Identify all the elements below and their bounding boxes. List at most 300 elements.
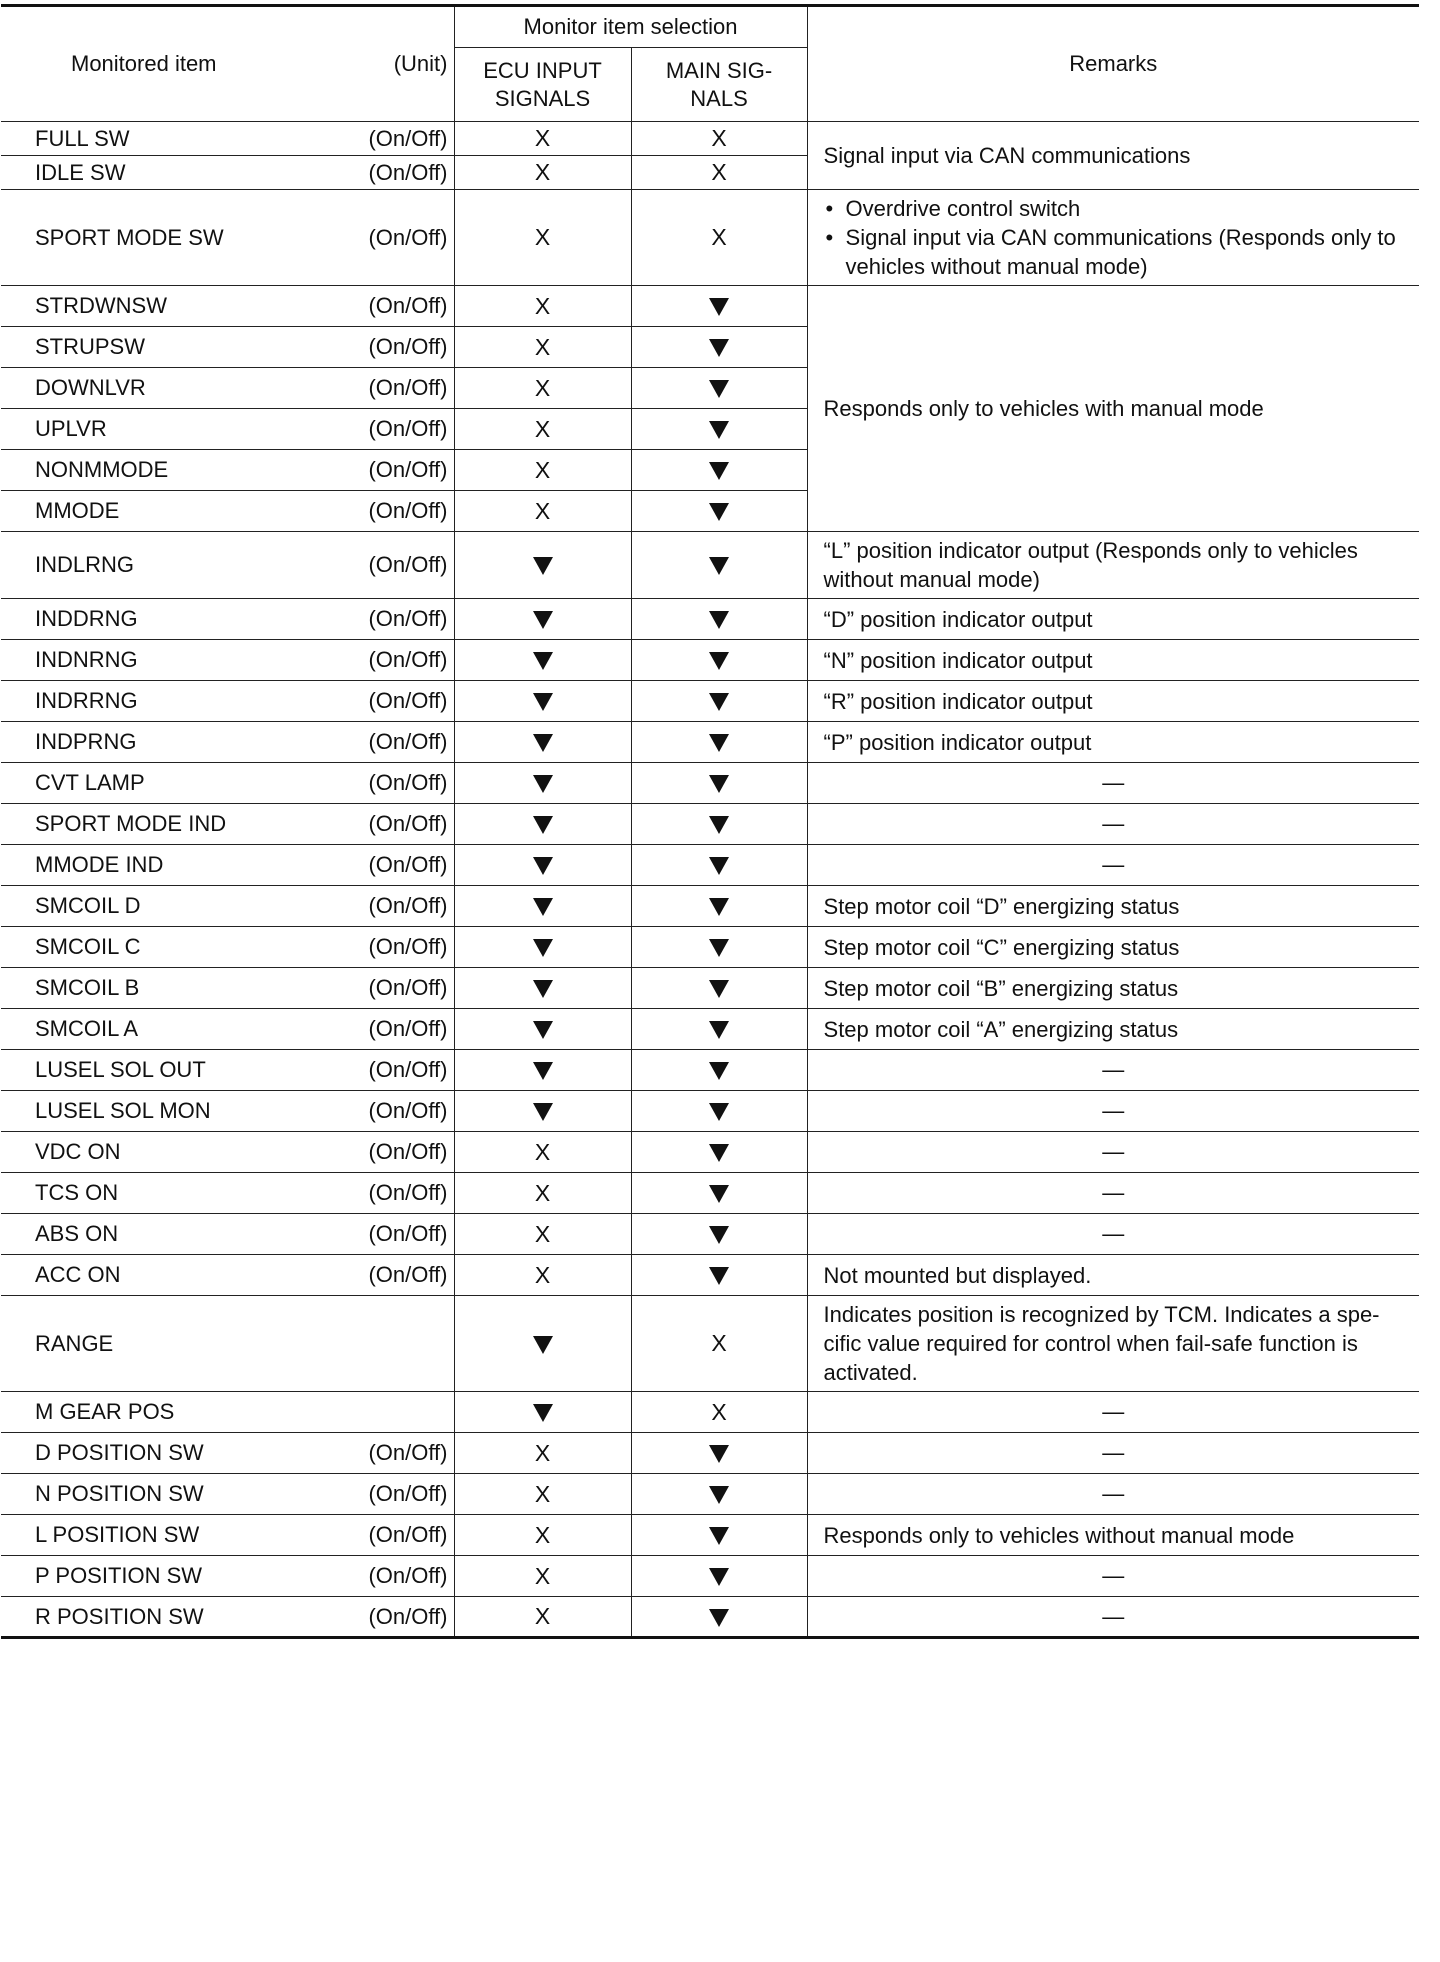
selection-cell (631, 1132, 807, 1173)
monitored-item-cell (1, 886, 454, 927)
monitored-item-cell (1, 1597, 454, 1638)
triangle-down-icon (709, 652, 729, 670)
remarks-cell: Responds only to vehicles with manual mode (807, 286, 1419, 532)
selection-cell (454, 368, 631, 409)
x-mark: X (711, 1398, 727, 1425)
monitored-item-cell (1, 1474, 454, 1515)
monitored-item-cell (1, 368, 454, 409)
selection-cell (631, 327, 807, 368)
item-name: ABS ON (35, 1221, 119, 1246)
item-name: IDLE SW (35, 159, 126, 185)
item-unit: (On/Off) (368, 552, 448, 577)
table-row (1, 927, 1419, 968)
selection-cell (454, 1474, 631, 1515)
remarks-cell: “R” position indicator output (807, 681, 1419, 722)
x-mark: X (534, 125, 551, 151)
monitored-item-cell (1, 1433, 454, 1474)
item-name: SPORT MODE SW (35, 224, 224, 250)
selection-cell (631, 1556, 807, 1597)
triangle-down-icon (709, 857, 729, 875)
table-row (1, 286, 1419, 327)
triangle-down-icon (533, 652, 553, 670)
table-row (1, 1255, 1419, 1296)
remarks-dash: — (807, 763, 1419, 804)
item-name: RANGE (35, 1330, 114, 1356)
x-mark: X (534, 374, 551, 401)
monitored-item-cell (1, 1392, 454, 1433)
monitored-item-cell (1, 968, 454, 1009)
item-unit: (On/Off) (368, 159, 448, 185)
item-name: MMODE IND (35, 852, 164, 877)
item-unit: (On/Off) (368, 1440, 448, 1465)
selection-cell (631, 722, 807, 763)
x-mark: X (534, 1439, 551, 1466)
header-main-line2: NALS (690, 85, 748, 111)
selection-cell (454, 1556, 631, 1597)
table-row (1, 532, 1419, 599)
selection-cell (631, 927, 807, 968)
selection-cell (454, 640, 631, 681)
triangle-down-icon (533, 693, 553, 711)
selection-cell (631, 1091, 807, 1132)
item-name: FULL SW (35, 125, 130, 151)
triangle-down-icon (709, 1144, 729, 1162)
triangle-down-icon (709, 462, 729, 480)
item-name: SMCOIL D (35, 893, 141, 918)
monitored-item-cell (1, 491, 454, 532)
table-row (1, 599, 1419, 640)
triangle-down-icon (709, 1486, 729, 1504)
header-main-line1: MAIN SIG- (665, 57, 773, 83)
remarks-cell: Signal input via CAN communications (807, 122, 1419, 190)
item-unit: (On/Off) (368, 688, 448, 713)
item-name: M GEAR POS (35, 1399, 175, 1424)
selection-cell (454, 1515, 631, 1556)
monitored-item-cell (1, 681, 454, 722)
item-name: SMCOIL C (35, 934, 141, 959)
monitored-item-cell (1, 409, 454, 450)
triangle-down-icon (709, 421, 729, 439)
triangle-down-icon (709, 898, 729, 916)
table-row (1, 804, 1419, 845)
triangle-down-icon (709, 1568, 729, 1586)
remarks-cell (807, 190, 1419, 286)
selection-cell (454, 1597, 631, 1638)
item-unit: (On/Off) (368, 334, 448, 359)
selection-cell (454, 532, 631, 599)
selection-cell (631, 599, 807, 640)
item-unit: (On/Off) (368, 498, 448, 523)
item-name: INDPRNG (35, 729, 137, 754)
table-row (1, 1009, 1419, 1050)
monitored-item-cell (1, 450, 454, 491)
remarks-cell: “P” position indicator output (807, 722, 1419, 763)
item-unit: (On/Off) (368, 811, 448, 836)
selection-cell (631, 968, 807, 1009)
x-mark: X (534, 224, 551, 250)
selection-cell (631, 368, 807, 409)
item-unit: (On/Off) (368, 224, 448, 250)
selection-cell (631, 1173, 807, 1214)
triangle-down-icon (533, 980, 553, 998)
item-unit: (On/Off) (368, 375, 448, 400)
remarks-dash: — (807, 1392, 1419, 1433)
triangle-down-icon (709, 1103, 729, 1121)
remarks-dash: — (807, 1173, 1419, 1214)
x-mark: X (534, 497, 551, 524)
header-unit-label: (Unit) (393, 51, 448, 76)
remarks-cell: Indicates position is recognized by TCM. Indicates a spe-cific value required for control when fail-safe function is activated. (807, 1296, 1419, 1392)
selection-cell (631, 532, 807, 599)
remarks-cell: “N” position indicator output (807, 640, 1419, 681)
monitored-item-cell (1, 599, 454, 640)
selection-cell (631, 845, 807, 886)
selection-cell (631, 804, 807, 845)
triangle-down-icon (533, 1103, 553, 1121)
triangle-down-icon (709, 980, 729, 998)
item-unit: (On/Off) (368, 1262, 448, 1287)
monitored-item-cell (1, 722, 454, 763)
x-mark: X (711, 159, 727, 185)
selection-cell (454, 599, 631, 640)
selection-cell (454, 286, 631, 327)
item-unit: (On/Off) (368, 1016, 448, 1041)
item-name: L POSITION SW (35, 1522, 200, 1547)
triangle-down-icon (533, 1336, 553, 1354)
monitored-item-cell (1, 190, 454, 286)
monitored-item-cell (1, 1556, 454, 1597)
selection-cell (454, 886, 631, 927)
header-ecu-line1: ECU INPUT (483, 57, 602, 83)
remarks-bullet-item: • Signal input via CAN communications (Responds only to vehicles without manual mode) (846, 223, 1410, 281)
remarks-cell: “L” position indicator output (Responds only to vehicles without manual mode) (807, 532, 1419, 599)
selection-cell (454, 681, 631, 722)
selection-cell (631, 1515, 807, 1556)
selection-cell (631, 1474, 807, 1515)
selection-cell (454, 1392, 631, 1433)
monitored-item-cell (1, 327, 454, 368)
selection-cell (454, 927, 631, 968)
item-name: MMODE (35, 498, 120, 523)
selection-cell (631, 122, 807, 156)
table-row (1, 968, 1419, 1009)
table-row (1, 122, 1419, 156)
remarks-dash: — (807, 1050, 1419, 1091)
x-mark: X (534, 1480, 551, 1507)
selection-cell (631, 1255, 807, 1296)
remarks-cell: Not mounted but displayed. (807, 1255, 1419, 1296)
triangle-down-icon (709, 339, 729, 357)
item-name: INDDRNG (35, 606, 138, 631)
remarks-dash: — (807, 1433, 1419, 1474)
remarks-bullet-item: • Overdrive control switch (846, 194, 1410, 223)
monitored-item-cell (1, 1296, 454, 1392)
selection-cell (631, 286, 807, 327)
header-ecu-input-signals (454, 48, 631, 122)
selection-cell (454, 763, 631, 804)
remarks-cell: Step motor coil “C” energizing status (807, 927, 1419, 968)
remarks-cell: Responds only to vehicles without manual mode (807, 1515, 1419, 1556)
selection-cell (454, 1214, 631, 1255)
table-row (1, 1132, 1419, 1173)
x-mark: X (534, 1603, 551, 1629)
item-name: STRDWNSW (35, 293, 167, 318)
table-row (1, 1296, 1419, 1392)
selection-cell (454, 1009, 631, 1050)
item-name: VDC ON (35, 1139, 121, 1164)
triangle-down-icon (709, 693, 729, 711)
triangle-down-icon (709, 1527, 729, 1545)
monitored-item-cell (1, 640, 454, 681)
header-monitor-item-selection: Monitor item selection (454, 6, 807, 48)
header-remarks: Remarks (807, 6, 1419, 122)
item-name: CVT LAMP (35, 770, 145, 795)
monitored-item-cell (1, 845, 454, 886)
selection-cell (631, 409, 807, 450)
triangle-down-icon (709, 1021, 729, 1039)
item-unit: (On/Off) (368, 1522, 448, 1547)
item-name: D POSITION SW (35, 1440, 204, 1465)
table-row (1, 722, 1419, 763)
triangle-down-icon (533, 1021, 553, 1039)
item-unit: (On/Off) (368, 1180, 448, 1205)
selection-cell (454, 722, 631, 763)
item-unit: (On/Off) (368, 852, 448, 877)
x-mark: X (534, 1179, 551, 1206)
selection-cell (454, 1433, 631, 1474)
triangle-down-icon (709, 775, 729, 793)
triangle-down-icon (533, 1404, 553, 1422)
selection-cell (631, 1597, 807, 1638)
triangle-down-icon (533, 557, 553, 575)
remarks-dash: — (807, 1474, 1419, 1515)
triangle-down-icon (709, 1609, 729, 1627)
remarks-cell: Step motor coil “B” energizing status (807, 968, 1419, 1009)
x-mark: X (534, 1521, 551, 1548)
table-row (1, 886, 1419, 927)
selection-cell (454, 491, 631, 532)
table-row (1, 763, 1419, 804)
table-row (1, 681, 1419, 722)
selection-cell (631, 1296, 807, 1392)
remarks-dash: — (807, 1132, 1419, 1173)
selection-cell (454, 409, 631, 450)
selection-cell (631, 681, 807, 722)
monitored-item-cell (1, 1515, 454, 1556)
item-unit: (On/Off) (368, 893, 448, 918)
table-row (1, 845, 1419, 886)
item-name: INDLRNG (35, 552, 135, 577)
item-unit: (On/Off) (368, 457, 448, 482)
selection-cell (454, 450, 631, 491)
x-mark: X (534, 159, 551, 185)
x-mark: X (534, 1220, 551, 1247)
triangle-down-icon (709, 1267, 729, 1285)
item-name: INDRRNG (35, 688, 138, 713)
item-name: DOWNLVR (35, 375, 146, 400)
remarks-dash: — (807, 1214, 1419, 1255)
selection-cell (631, 1392, 807, 1433)
item-name: NONMMODE (35, 457, 169, 482)
monitored-item-cell (1, 1050, 454, 1091)
item-unit: (On/Off) (368, 125, 448, 151)
monitored-item-cell (1, 927, 454, 968)
remarks-cell: Step motor coil “A” energizing status (807, 1009, 1419, 1050)
item-name: STRUPSW (35, 334, 145, 359)
monitored-item-cell (1, 286, 454, 327)
remarks-bullet-list (824, 194, 1410, 281)
selection-cell (454, 1132, 631, 1173)
item-name: R POSITION SW (35, 1603, 204, 1629)
item-name: ACC ON (35, 1262, 121, 1287)
item-name: LUSEL SOL OUT (35, 1057, 206, 1082)
header-ecu-line2: SIGNALS (494, 85, 591, 111)
item-unit: (On/Off) (368, 293, 448, 318)
item-unit: (On/Off) (368, 1221, 448, 1246)
triangle-down-icon (709, 1226, 729, 1244)
selection-cell (631, 190, 807, 286)
selection-cell (631, 1433, 807, 1474)
item-unit: (On/Off) (368, 606, 448, 631)
item-unit: (On/Off) (368, 1603, 448, 1629)
monitored-item-cell (1, 1132, 454, 1173)
x-mark: X (711, 224, 727, 250)
item-unit: (On/Off) (368, 770, 448, 795)
table-row (1, 640, 1419, 681)
header-main-signals (631, 48, 807, 122)
table-row (1, 1214, 1419, 1255)
monitored-item-cell (1, 1009, 454, 1050)
monitored-item-cell (1, 1173, 454, 1214)
item-unit: (On/Off) (368, 975, 448, 1000)
table-row (1, 190, 1419, 286)
triangle-down-icon (709, 1185, 729, 1203)
item-name: SMCOIL B (35, 975, 140, 1000)
monitored-item-cell (1, 1255, 454, 1296)
item-unit: (On/Off) (368, 1563, 448, 1588)
triangle-down-icon (533, 939, 553, 957)
selection-cell (631, 1009, 807, 1050)
selection-cell (631, 1214, 807, 1255)
table-row (1, 1474, 1419, 1515)
item-name: TCS ON (35, 1180, 119, 1205)
item-unit: (On/Off) (368, 1098, 448, 1123)
triangle-down-icon (709, 557, 729, 575)
item-name: SMCOIL A (35, 1016, 139, 1041)
x-mark: X (534, 1261, 551, 1288)
selection-cell (631, 450, 807, 491)
remarks-cell: Step motor coil “D” energizing status (807, 886, 1419, 927)
item-name: INDNRNG (35, 647, 138, 672)
item-unit: (On/Off) (368, 1139, 448, 1164)
triangle-down-icon (533, 734, 553, 752)
item-name: LUSEL SOL MON (35, 1098, 211, 1123)
selection-cell (631, 491, 807, 532)
monitored-item-cell (1, 532, 454, 599)
table-row (1, 1597, 1419, 1638)
item-unit: (On/Off) (368, 1057, 448, 1082)
remarks-dash: — (807, 804, 1419, 845)
selection-cell (631, 1050, 807, 1091)
selection-cell (454, 1255, 631, 1296)
item-unit: (On/Off) (368, 934, 448, 959)
triangle-down-icon (709, 1062, 729, 1080)
selection-cell (454, 327, 631, 368)
selection-cell (454, 156, 631, 190)
monitored-item-cell (1, 1091, 454, 1132)
header-monitored-item-label: Monitored item (71, 51, 217, 76)
triangle-down-icon (709, 816, 729, 834)
monitored-item-cell (1, 1214, 454, 1255)
triangle-down-icon (533, 1062, 553, 1080)
triangle-down-icon (533, 775, 553, 793)
triangle-down-icon (709, 1445, 729, 1463)
item-name: SPORT MODE IND (35, 811, 227, 836)
selection-cell (454, 190, 631, 286)
selection-cell (454, 1296, 631, 1392)
triangle-down-icon (709, 734, 729, 752)
x-mark: X (534, 1138, 551, 1165)
table-row (1, 1173, 1419, 1214)
monitored-item-cell (1, 156, 454, 190)
x-mark: X (711, 1330, 727, 1356)
triangle-down-icon (709, 380, 729, 398)
remarks-dash: — (807, 845, 1419, 886)
monitor-item-table (1, 4, 1419, 1639)
item-name: P POSITION SW (35, 1563, 203, 1588)
monitored-item-cell (1, 763, 454, 804)
item-unit: (On/Off) (368, 647, 448, 672)
triangle-down-icon (533, 898, 553, 916)
table-row (1, 1050, 1419, 1091)
x-mark: X (711, 125, 727, 151)
x-mark: X (534, 1562, 551, 1589)
table-row (1, 1392, 1419, 1433)
selection-cell (454, 122, 631, 156)
selection-cell (454, 1050, 631, 1091)
selection-cell (454, 1091, 631, 1132)
triangle-down-icon (533, 857, 553, 875)
selection-cell (631, 640, 807, 681)
remarks-dash: — (807, 1597, 1419, 1638)
triangle-down-icon (709, 503, 729, 521)
item-unit: (On/Off) (368, 416, 448, 441)
table-row (1, 1515, 1419, 1556)
triangle-down-icon (533, 816, 553, 834)
selection-cell (454, 845, 631, 886)
table-row (1, 1556, 1419, 1597)
item-unit: (On/Off) (368, 729, 448, 754)
triangle-down-icon (709, 939, 729, 957)
selection-cell (454, 968, 631, 1009)
x-mark: X (534, 292, 551, 319)
remarks-dash: — (807, 1556, 1419, 1597)
table-row (1, 1091, 1419, 1132)
remarks-cell: “D” position indicator output (807, 599, 1419, 640)
triangle-down-icon (533, 611, 553, 629)
monitored-item-cell (1, 804, 454, 845)
item-name: N POSITION SW (35, 1481, 204, 1506)
triangle-down-icon (709, 298, 729, 316)
triangle-down-icon (709, 611, 729, 629)
selection-cell (631, 886, 807, 927)
table-row (1, 1433, 1419, 1474)
selection-cell (631, 156, 807, 190)
x-mark: X (534, 456, 551, 483)
remarks-dash: — (807, 1091, 1419, 1132)
selection-cell (454, 1173, 631, 1214)
selection-cell (631, 763, 807, 804)
